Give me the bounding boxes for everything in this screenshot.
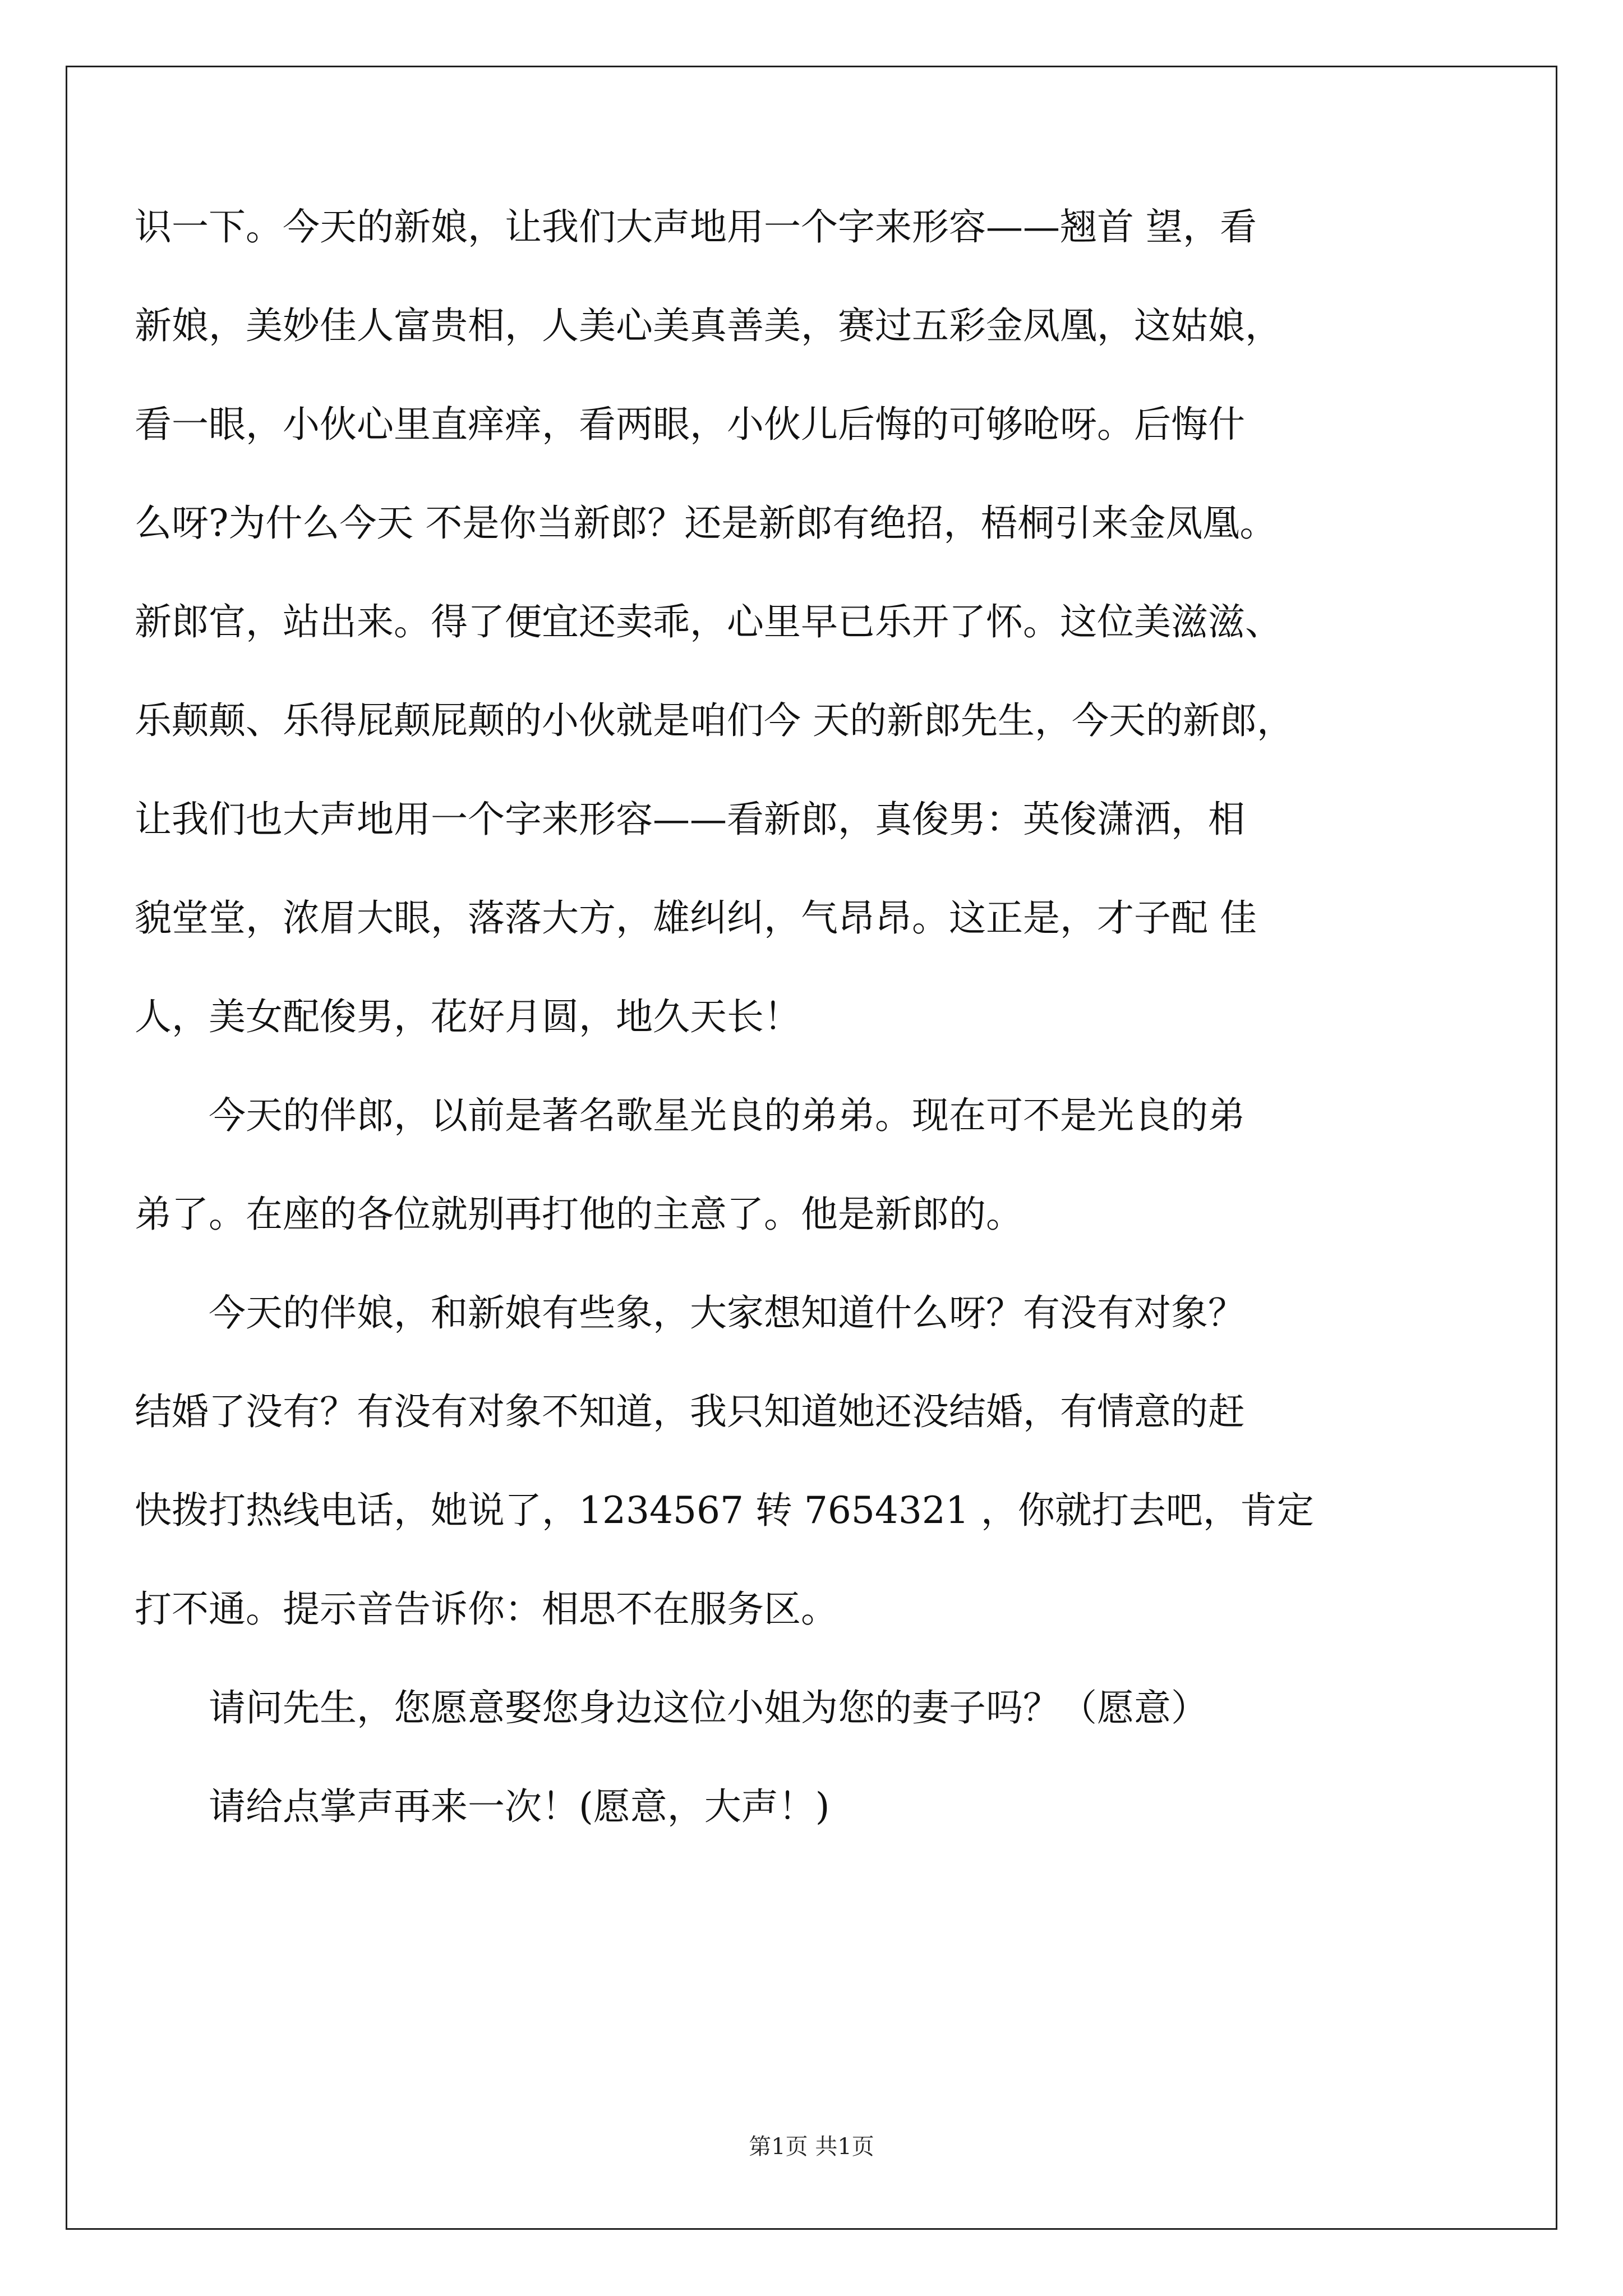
text-line: 看一眼，小伙心里直痒痒，看两眼，小伙儿后悔的可够呛呀。后悔什: [135, 403, 1245, 446]
text-line: 结婚了没有？有没有对象不知道，我只知道她还没结婚，有情意的赶: [135, 1390, 1245, 1433]
page-border: [66, 66, 1557, 2230]
text-line: 乐颠颠、乐得屁颠屁颠的小伙就是咱们今 天的新郎先生，今天的新郎，: [135, 699, 1294, 742]
text-line: 貌堂堂，浓眉大眼，落落大方，雄纠纠，气昂昂。这正是，才子配 佳: [135, 896, 1257, 940]
text-line: 弟了。在座的各位就别再打他的主意了。他是新郎的。: [135, 1193, 1023, 1236]
text-line: 新郎官，站出来。得了便宜还卖乖，心里早已乐开了怀。这位美滋滋、: [135, 600, 1282, 643]
text-line: 快拨打热线电话，她说了，1234567 转 7654321 ，你就打去吧，肯定: [135, 1489, 1314, 1532]
text-line: 新娘，美妙佳人富贵相，人美心美真善美，赛过五彩金凤凰，这姑娘，: [135, 304, 1282, 347]
text-line: 人，美女配俊男，花好月圆，地久天长！: [135, 995, 801, 1038]
text-line: 请问先生，您愿意娶您身边这位小姐为您的妻子吗？（愿意）: [209, 1686, 1208, 1729]
text-line: 打不通。提示音告诉你：相思不在服务区。: [135, 1588, 838, 1631]
text-line: 让我们也大声地用一个字来形容——看新郎，真俊男：英俊潇洒，相: [135, 798, 1245, 841]
text-line: 今天的伴娘，和新娘有些象，大家想知道什么呀？有没有对象？: [209, 1291, 1245, 1335]
text-line: 今天的伴郎，以前是著名歌星光良的弟弟。现在可不是光良的弟: [209, 1094, 1245, 1137]
text-line: 识一下。今天的新娘，让我们大声地用一个字来形容——翘首 望，看: [135, 205, 1257, 249]
page-footer: 第1页 共1页: [749, 2134, 874, 2160]
text-line: 么呀?为什么今天 不是你当新郎？还是新郎有绝招，梧桐引来金凤凰。: [135, 501, 1277, 545]
text-line: 请给点掌声再来一次！(愿意，大声！): [209, 1785, 830, 1828]
